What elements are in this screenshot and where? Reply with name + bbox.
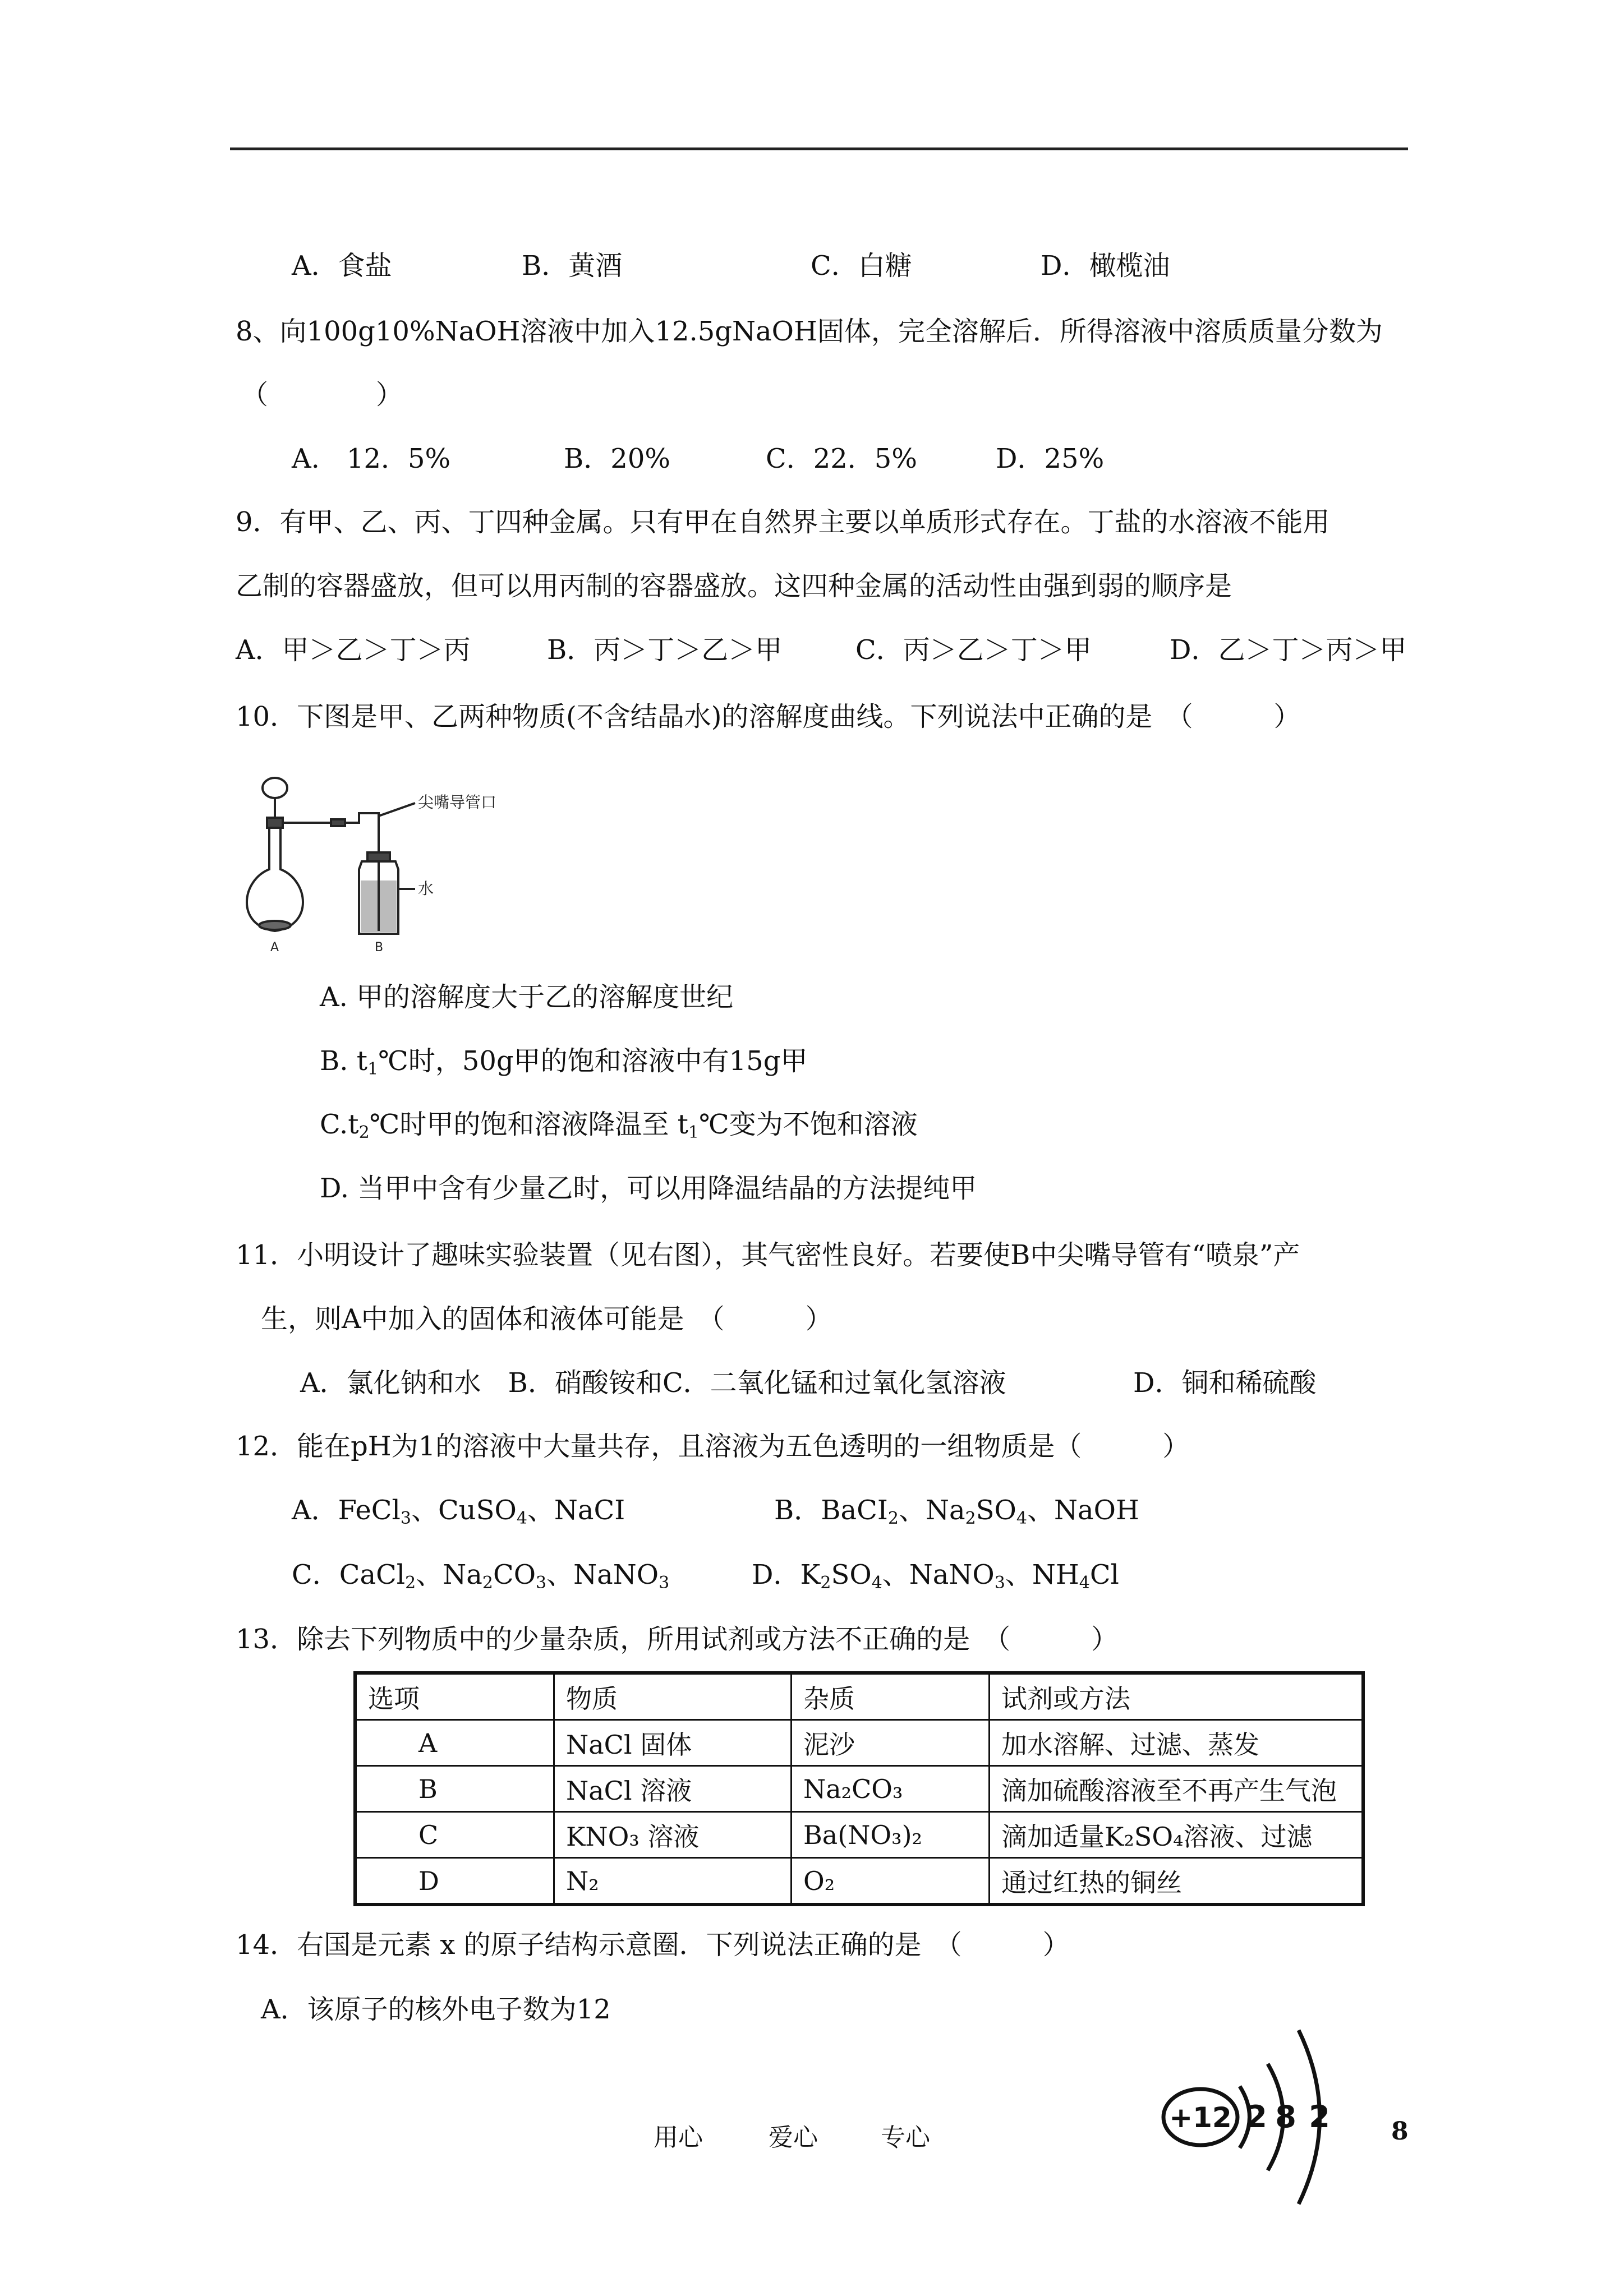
q14-option-a: A．该原子的核外电子数为12	[261, 1994, 611, 2025]
question-13-stem: 13．除去下列物质中的少量杂质，所用试剂或方法不正确的是 （ ）	[236, 1624, 1119, 1655]
q7-option-b: B．黄酒	[522, 250, 623, 282]
q9-option-b: B．丙＞丁＞乙＞甲	[547, 634, 783, 666]
shell-2-electrons: 8	[1275, 2099, 1296, 2134]
question-9-stem-line2: 乙制的容器盛放，但可以用丙制的容器盛放。这四种金属的活动性由强到弱的顺序是	[236, 570, 1232, 602]
label-nozzle: 尖嘴导管口	[418, 793, 497, 812]
header-rule	[230, 147, 1408, 150]
q8-option-d: D．25%	[996, 443, 1105, 474]
question-11-stem-line2: 生，则A中加入的固体和液体可能是 （ ）	[261, 1303, 832, 1335]
question-14-stem: 14．右国是元素 x 的原子结构示意圈．下列说法正确的是 （ ）	[236, 1929, 1070, 1961]
q8-option-b: B．20%	[564, 443, 670, 474]
shell-1-electrons: 2	[1246, 2099, 1267, 2134]
q12-option-c: C．CaCl$_2$、$Na_2CO_3$、NaNO$_3$	[292, 1559, 670, 1593]
q10-option-d: D. 当甲中含有少量乙时，可以用降温结晶的方法提纯甲	[320, 1173, 977, 1204]
q12-option-d: D．$K_2SO_4$、NaNO$_3$、$NH_4Cl$	[752, 1559, 1119, 1593]
q7-option-a: A．食盐	[292, 250, 392, 282]
q9-option-c: C．丙＞乙＞丁＞甲	[855, 634, 1092, 666]
flask-a	[247, 828, 303, 931]
q7-option-d: D．橄榄油	[1041, 250, 1170, 282]
question-11-stem-line1: 11．小明设计了趣味实验装置（见右图），其气密性良好。若要使B中尖嘴导管有“喷泉”产	[236, 1239, 1300, 1271]
funnel-bulb	[263, 778, 287, 798]
q8-option-c: C．22．5%	[766, 443, 917, 474]
bottle-stopper	[367, 852, 390, 861]
table-row: B NaCl 溶液 Na₂CO₃ 滴加硫酸溶液至不再产生气泡	[355, 1766, 1363, 1812]
header-option: 选项	[368, 1683, 420, 1714]
shell-3-electrons: 2	[1309, 2099, 1330, 2134]
label-a: A	[270, 940, 279, 953]
header-method: 试剂或方法	[990, 1673, 1364, 1720]
footer-word-2: 爱心	[769, 2123, 818, 2152]
q10-option-b: B. $t_1℃$时，50g甲的饱和溶液中有15g甲	[320, 1045, 808, 1079]
q12-option-b: B．BaCI$_2$、$Na_2SO_4$、NaOH	[774, 1495, 1139, 1528]
footer-word-3: 专心	[881, 2123, 930, 2152]
question-12-stem: 12．能在pH为1的溶液中大量共存，且溶液为五色透明的一组物质是（ ）	[236, 1431, 1190, 1462]
table-header-row	[355, 1673, 1363, 1720]
question-8-bracket: （ ）	[241, 379, 403, 411]
label-water: 水	[418, 879, 434, 898]
atom-structure-diagram	[1156, 2019, 1358, 2210]
q11-option-d: D．铜和稀硫酸	[1133, 1367, 1317, 1399]
table-row: A NaCl 固体 泥沙 加水溶解、过滤、蒸发	[355, 1720, 1363, 1766]
flask-stopper	[267, 818, 283, 828]
header-impurity: 杂质	[792, 1673, 990, 1720]
q10-option-a: A. 甲的溶解度大于乙的溶解度世纪	[320, 981, 734, 1013]
question-8-stem: 8、向100g10%NaOH溶液中加入12.5gNaOH固体，完全溶解后．所得溶液中溶质质量分数为	[236, 316, 1383, 347]
table-row: D N₂ O₂ 通过红热的铜丝	[355, 1858, 1363, 1905]
q10-option-c: $C.t_2℃$时甲的饱和溶液降温至 $t_1℃$变为不饱和溶液	[320, 1109, 918, 1142]
label-b: B	[375, 940, 384, 953]
q8-option-a: A. 12．5%	[292, 443, 451, 474]
question-9-stem-line1: 9．有甲、乙、丙、丁四种金属。只有甲在自然界主要以单质形式存在。丁盐的水溶液不能用	[236, 506, 1330, 538]
question-10-stem: 10．下图是甲、乙两种物质(不含结晶水)的溶解度曲线。下列说法中正确的是 （ ）	[236, 701, 1301, 732]
q9-option-d: D．乙＞丁＞丙＞甲	[1170, 634, 1407, 666]
footer-word-1: 用心	[654, 2123, 703, 2152]
page-number: 8	[1391, 2117, 1409, 2146]
q9-option-a: A．甲＞乙＞丁＞丙	[236, 634, 471, 666]
q12-option-a: A．FeCl$_3$、CuSO$_4$、NaCI	[292, 1495, 625, 1528]
table-row: C KNO₃ 溶液 Ba(NO₃)₂ 滴加适量K₂SO₄溶液、过滤	[355, 1812, 1363, 1858]
header-substance: 物质	[554, 1673, 792, 1720]
apparatus-figure	[230, 768, 522, 953]
q7-option-c: C．白糖	[811, 250, 912, 282]
question-13-table	[353, 1671, 1365, 1906]
nucleus-charge: +12	[1169, 2101, 1232, 2134]
q11-options-abc: A．氯化钠和水 B．硝酸铵和C．二氧化锰和过氧化氢溶液	[300, 1367, 1006, 1399]
